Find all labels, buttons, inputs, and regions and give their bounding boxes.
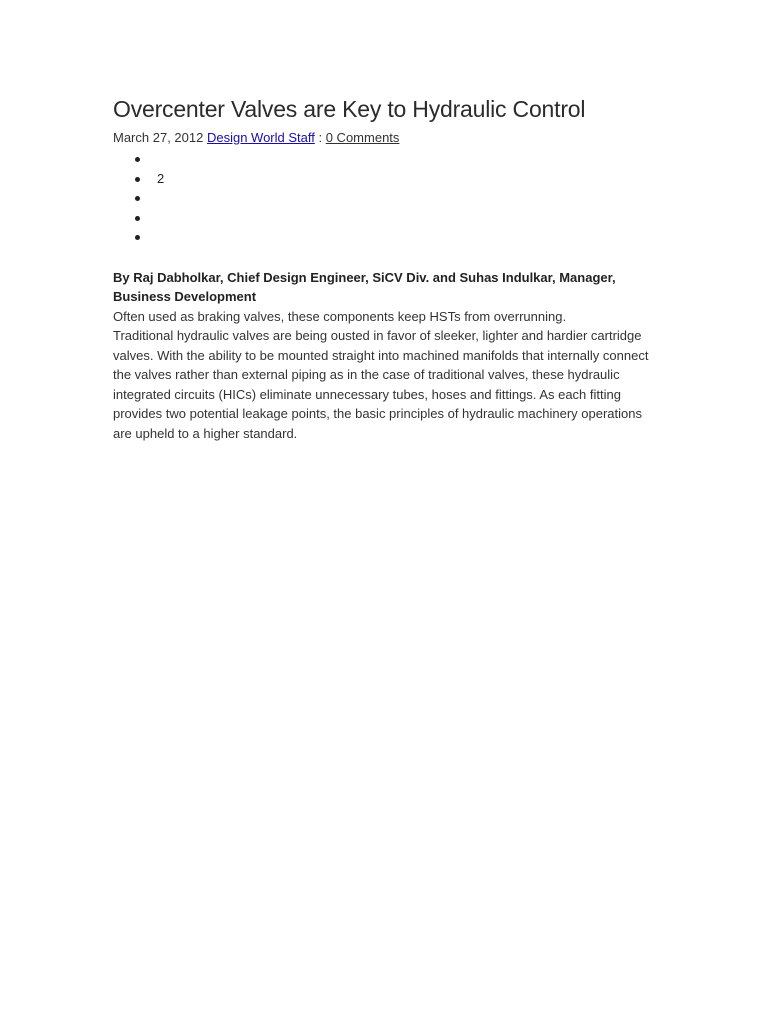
- author-link[interactable]: Design World Staff: [206, 130, 315, 145]
- share-list-item[interactable]: [135, 188, 656, 208]
- article-byline: By Raj Dabholkar, Chief Design Engineer, SiCV Div. and Suhas Indulkar, Manager, Business Development: [113, 269, 616, 304]
- article-date: March 27, 2012: [113, 130, 204, 145]
- article-paragraph: Often used as braking valves, these components keep HSTs from overrunning.: [113, 308, 567, 324]
- share-list-item[interactable]: 2: [135, 169, 656, 189]
- share-list: [113, 149, 656, 247]
- article-paragraph: Traditional hydraulic valves are being ousted in favor of sleeker, lighter and hardier cartridge valves. With the ability to be mounted straight into machined manifolds that internally connect the valves rather than external piping as in the case of traditional valves, these hydraulic integrated circuits (HICs) eliminate unnecessary tubes, hoses and fittings. As each fitting provides two potential leakage points, the basic principles of hydraulic machinery operations are upheld to a higher standard.: [113, 328, 649, 441]
- article-title: Overcenter Valves are Key to Hydraulic Control: [113, 96, 586, 122]
- share-list-item[interactable]: [135, 227, 656, 247]
- meta-separator: :: [314, 130, 326, 145]
- share-list-item[interactable]: [135, 208, 656, 228]
- comments-link[interactable]: 0 Comments: [325, 130, 400, 145]
- article-body: [113, 307, 656, 444]
- article-meta: [113, 129, 656, 147]
- share-list-item[interactable]: [135, 149, 656, 169]
